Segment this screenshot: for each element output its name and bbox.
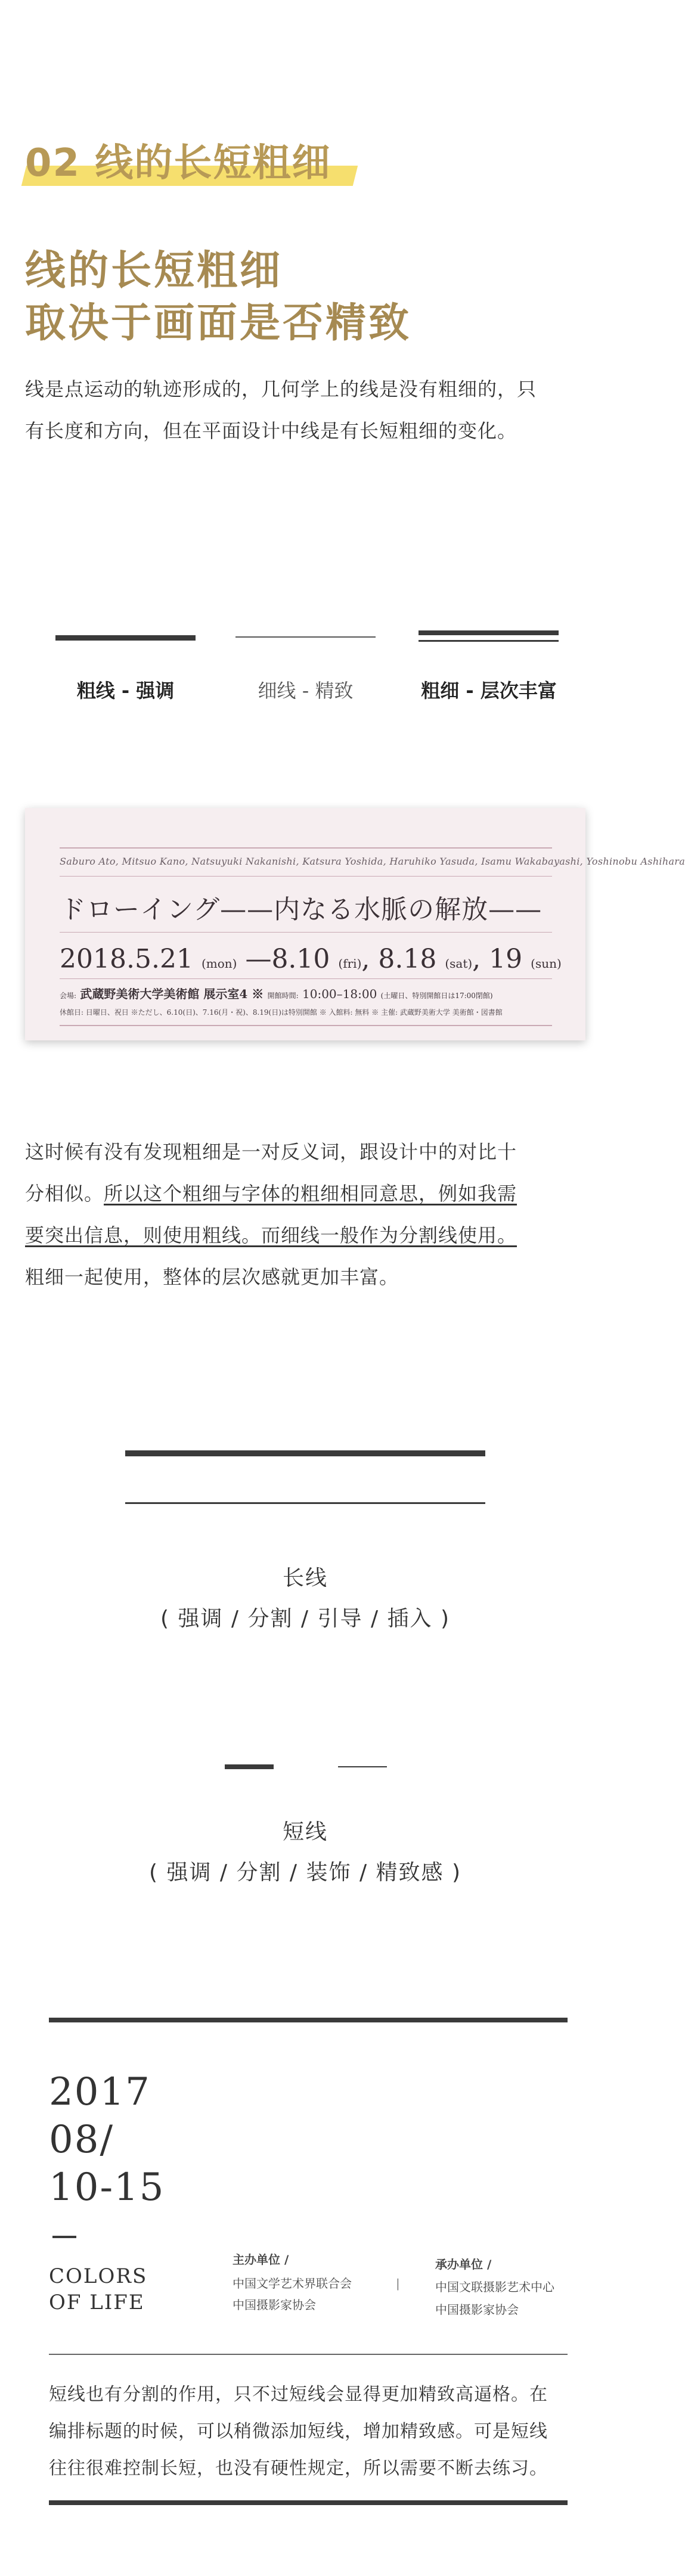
event-org-1: 中国文联摄影艺术中心 [435, 2280, 554, 2294]
event-short-dash [52, 2236, 76, 2238]
thin-line-sample [235, 636, 376, 638]
poster-venue-prefix: 会場: [60, 992, 77, 1000]
mixed-line-sample-thick [419, 630, 559, 635]
poster-rule-4 [60, 978, 552, 979]
poster-hours-label: 開館時間: [267, 992, 299, 1000]
mixed-line-label: 粗细 - 层次丰富 [421, 679, 557, 702]
contrast-line-2 [25, 1173, 588, 1214]
short-para-line-1: 短线也有分割的作用，只不过短线会显得更加精致高逼格。在 [49, 2384, 548, 2405]
headline-line-2: 取决于画面是否精致 [25, 300, 412, 347]
contrast-paragraph [25, 1131, 588, 1298]
poster-venue-name: 武蔵野美術大学美術館 展示室4 ※ [80, 987, 264, 1001]
event-year: 2017 [49, 2070, 151, 2114]
short-para-line-3: 往往很难控制长短，也没有硬性规定，所以需要不断去练习。 [49, 2458, 548, 2479]
long-thin-line [125, 1502, 485, 1504]
contrast-line-3b: 而细线一般作为分割线使用。 [261, 1224, 517, 1247]
poster-date-sat: (sat) [445, 956, 473, 971]
event-host-2: 中国摄影家协会 [233, 2298, 316, 2312]
mixed-line-sample-thin [419, 640, 559, 642]
headline-line-1: 线的长短粗细 [25, 247, 283, 294]
thin-line-label: 细线 - 精致 [258, 679, 354, 702]
event-host-1: 中国文学艺术界联合会 [233, 2276, 352, 2291]
short-para-line-2: 编排标题的时候，可以稍微添加短线，增加精致感。可是短线 [49, 2421, 548, 2442]
event-top-rule [49, 2018, 568, 2022]
poster-date-mid: —8.10 [245, 944, 330, 974]
poster-date-mon: (mon) [201, 956, 237, 971]
poster-venue [60, 984, 493, 1002]
poster-rule-3 [60, 932, 552, 933]
poster-rule-2 [60, 876, 552, 877]
event-org-label: 承办单位 / [435, 2257, 492, 2272]
section-title: 02 线的长短粗细 [25, 141, 331, 185]
short-line-paragraph [49, 2376, 574, 2487]
short-thick-line [225, 1764, 274, 1769]
poster-title: ドローイング——内なる水脈の解放—— [60, 894, 543, 925]
poster-dates [60, 944, 562, 974]
intro-line-2: 有长度和方向，但在平面设计中线是有长短粗细的变化。 [25, 420, 517, 442]
contrast-line-4: 粗细一起使用，整体的层次感就更加丰富。 [25, 1266, 399, 1288]
contrast-line-3a: 要突出信息，则使用粗线。 [25, 1224, 262, 1247]
poster-date-fri: (fri) [338, 956, 362, 971]
contrast-line-2b: 所以这个粗细与字体的粗细相同意思，例如我需 [104, 1182, 517, 1205]
event-mid-rule [49, 2354, 568, 2355]
event-org-2: 中国摄影家协会 [435, 2302, 519, 2317]
long-line-desc: ( 强调 / 分割 / 引导 / 插入 ) [160, 1606, 451, 1631]
intro-paragraph [25, 368, 588, 452]
intro-line-1: 线是点运动的轨迹形成的，几何学上的线是没有粗细的，只 [25, 378, 537, 400]
event-host-label: 主办单位 / [233, 2252, 289, 2267]
contrast-line-1: 这时候有没有发现粗细是一对反义词，跟设计中的对比十 [25, 1141, 517, 1163]
event-colors-title [49, 2263, 147, 2316]
contrast-line-2a: 分相似。 [25, 1182, 104, 1205]
poster-rule-top [60, 847, 552, 849]
event-days: 10-15 [49, 2165, 165, 2210]
thick-line-label: 粗线 - 强调 [76, 679, 175, 702]
poster-date-start: 2018.5.21 [60, 944, 193, 974]
contrast-line-3 [25, 1214, 588, 1256]
event-bottom-rule [49, 2500, 568, 2505]
long-thick-line [125, 1450, 485, 1456]
poster-date-sun: (sun) [531, 956, 562, 971]
poster-artist-names: Saburo Ato, Mitsuo Kano, Natsuyuki Nakanishi, Katsura Yoshida, Haruhiko Yasuda, Isamu Wakabayashi, Yoshinobu Ashihara [60, 856, 685, 867]
long-line-title: 长线 [282, 1566, 328, 1590]
short-thin-line [338, 1766, 387, 1767]
poster-hours: 10:00–18:00 [302, 987, 377, 1001]
poster-date-mid2: , 8.18 [361, 944, 437, 974]
poster-date-end: , 19 [472, 944, 523, 974]
poster-rule-bottom [60, 1025, 552, 1026]
poster-footer: 休館日: 日曜日、祝日 ※ただし、6.10(日)、7.16(月・祝)、8.19(日)は特別開館 ※ 入館料: 無料 ※ 主催: 武蔵野美術大学 美術館・図書館 [60, 1008, 503, 1017]
thick-line-sample [55, 635, 196, 641]
event-month: 08/ [49, 2118, 114, 2162]
event-colors-line-1: COLORS [49, 2264, 148, 2288]
exhibition-poster [25, 808, 685, 1040]
short-line-desc: ( 强调 / 分割 / 装饰 / 精致感 ) [148, 1860, 462, 1885]
poster-hours-note: (土曜日、特別開館日は17:00閉館) [380, 992, 493, 1000]
short-line-title: 短线 [282, 1820, 328, 1844]
event-colors-line-2: OF LIFE [49, 2291, 145, 2314]
event-divider: | [396, 2276, 400, 2291]
